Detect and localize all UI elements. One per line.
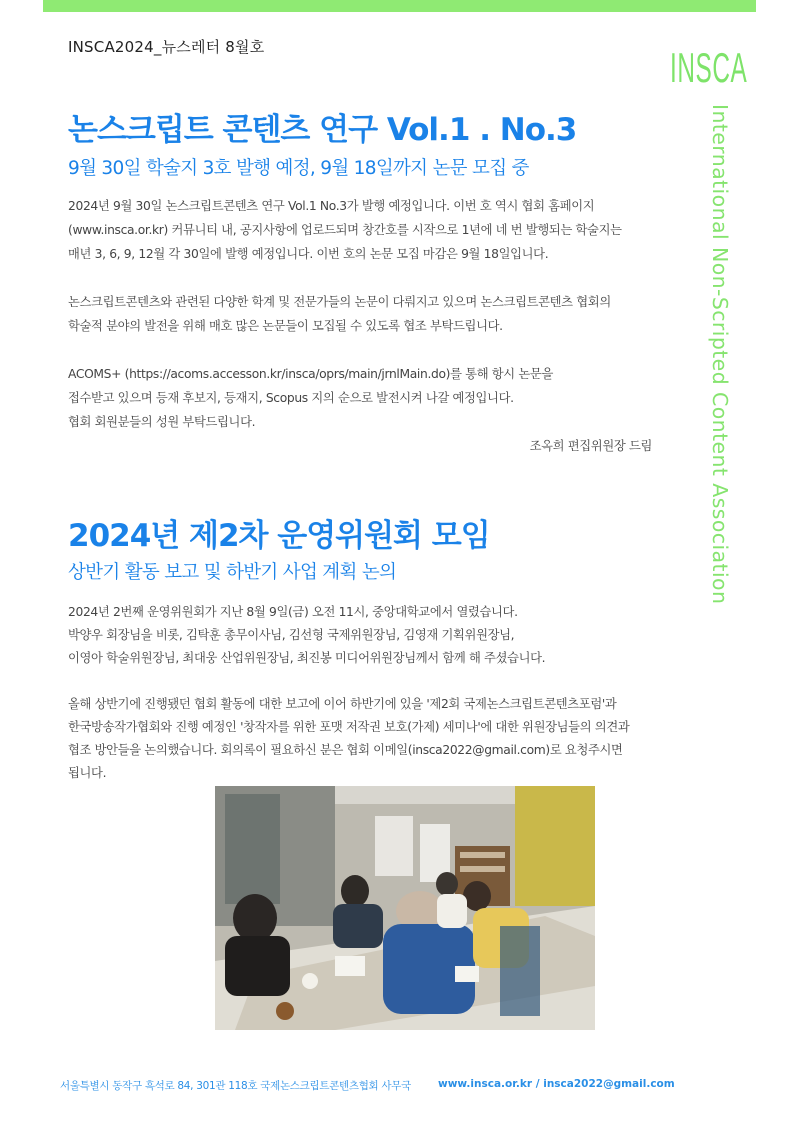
meeting-photo-illustration: [215, 786, 595, 1030]
top-accent-bar: [43, 0, 756, 12]
body-line: 이영아 학술위원장님, 최대웅 산업위원장님, 최진봉 미디어위원장님께서 함께 해 주셨습니다.: [68, 651, 546, 665]
article-body: [68, 194, 680, 458]
body-line: 매년 3, 6, 9, 12월 각 30일에 발행 예정입니다. 이번 호의 논문 모집 마감은 9월 18일입니다.: [68, 247, 549, 261]
body-line: (www.insca.or.kr) 커뮤니티 내, 공지사항에 업로드되며 창간호를 시작으로 1년에 네 번 발행되는 학술지는: [68, 223, 622, 237]
body-line: 한국방송작가협회와 진행 예정인 '창작자를 위한 포맷 저작권 보호(가제) 세미나'에 대한 위원장님들의 의견과: [68, 720, 630, 734]
body-line: 박양우 회장님을 비롯, 김탁훈 총무이사님, 김선형 국제위원장님, 김영재 기획위원장님,: [68, 628, 515, 642]
article-subtitle: 9월 30일 학술지 3호 발행 예정, 9월 18일까지 논문 모집 중: [68, 158, 529, 179]
footer-contact[interactable]: www.insca.or.kr / insca2022@gmail.com: [438, 1078, 675, 1090]
body-line: 협조 방안들을 논의했습니다. 회의록이 필요하신 분은 협회 이메일(insca2022@gmail.com)로 요청주시면: [68, 743, 623, 757]
article-title: 2024년 제2차 운영위원회 모임: [68, 518, 490, 554]
body-line: 접수받고 있으며 등재 후보지, 등재지, Scopus 지의 순으로 발전시켜 나갈 예정입니다.: [68, 391, 514, 405]
article-journal: [68, 110, 680, 458]
insca-logo: INSCA: [670, 44, 748, 91]
vertical-association-name: International Non-Scripted Content Association: [708, 104, 732, 605]
article-subtitle: 상반기 활동 보고 및 하반기 사업 계획 논의: [68, 562, 397, 583]
issue-label: INSCA2024_뉴스레터 8월호: [68, 38, 265, 56]
meeting-photo: [215, 786, 595, 1030]
body-line: 논스크립트콘텐츠와 관련된 다양한 학계 및 전문가들의 논문이 다뤄지고 있으며 논스크립트콘텐츠 협회의: [68, 295, 611, 309]
footer-address: 서울특별시 동작구 흑석로 84, 301관 118호 국제논스크립트콘텐츠협회 사무국: [60, 1080, 411, 1092]
article-body: [68, 600, 680, 784]
body-line: 2024년 2번째 운영위원회가 지난 8월 9일(금) 오전 11시, 중앙대학교에서 열렸습니다.: [68, 605, 518, 619]
footer: [60, 1078, 720, 1093]
body-line: ACOMS+ (https://acoms.accesson.kr/insca/oprs/main/jrnlMain.do)를 통해 항시 논문을: [68, 367, 553, 381]
article-committee: [68, 516, 680, 784]
body-line: 협회 회원분들의 성원 부탁드립니다.: [68, 415, 256, 429]
body-line: 됩니다.: [68, 766, 107, 780]
signature: 조옥희 편집위원장 드림: [529, 439, 652, 453]
body-line: 학술적 분야의 발전을 위해 매호 많은 논문들이 모집될 수 있도록 협조 부탁드립니다.: [68, 319, 503, 333]
article-title: 논스크립트 콘텐츠 연구 Vol.1 . No.3: [68, 112, 577, 148]
body-line: 2024년 9월 30일 논스크립트콘텐츠 연구 Vol.1 No.3가 발행 예정입니다. 이번 호 역시 협회 홈페이지: [68, 199, 595, 213]
body-line: 올해 상반기에 진행됐던 협회 활동에 대한 보고에 이어 하반기에 있을 '제2회 국제논스크립트콘텐츠포럼'과: [68, 697, 617, 711]
